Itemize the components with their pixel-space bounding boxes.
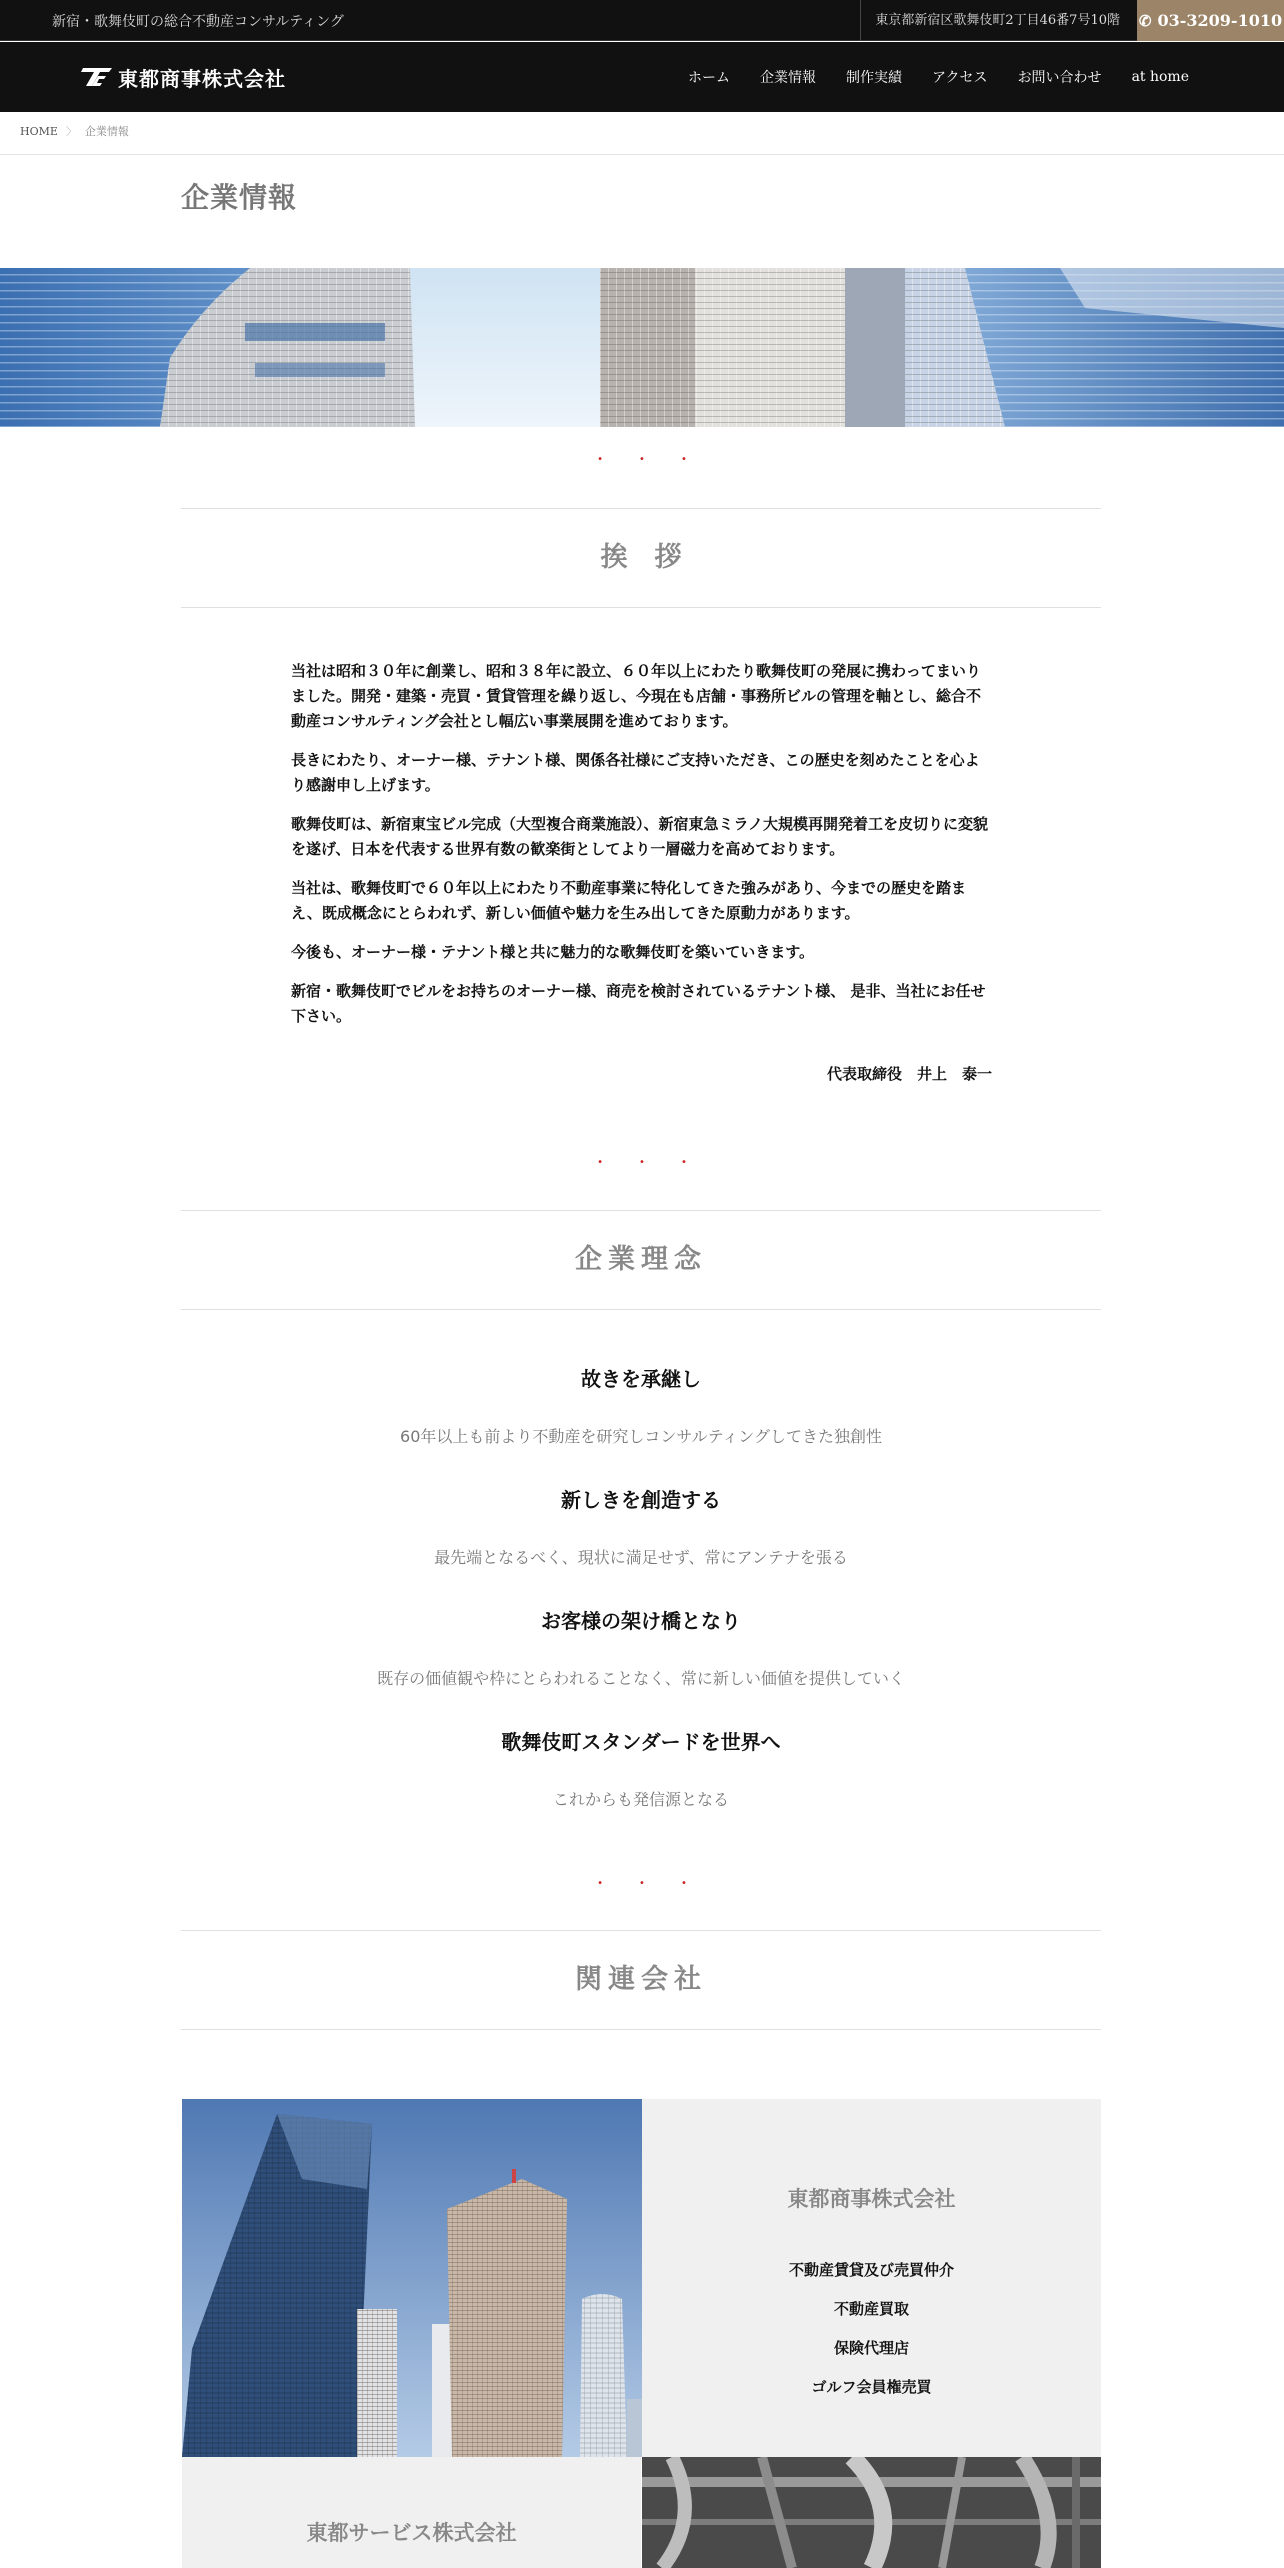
main-header bbox=[0, 42, 1284, 112]
logo-text: 東都商事株式会社 bbox=[118, 66, 286, 91]
nav-works[interactable]: 制作実績 bbox=[845, 70, 902, 86]
service-item: 保険代理店 bbox=[833, 2339, 909, 2357]
nav-contact[interactable]: お問い合わせ bbox=[1017, 70, 1102, 86]
company-address: 東京都新宿区歌舞伎町2丁目46番7号10階 bbox=[860, 0, 1134, 41]
company-photo bbox=[642, 2457, 1101, 2568]
nav-access[interactable]: アクセス bbox=[931, 70, 988, 86]
company-card bbox=[182, 2457, 641, 2568]
greeting-paragraph: 当社は、歌舞伎町で６０年以上にわたり不動産事業に特化してきた強みがあり、今までの歴史を踏まえ、既成概念にとらわれず、新しい価値や魅力を生み出してきた原動力があります。 bbox=[291, 879, 967, 922]
philosophy-item bbox=[181, 1605, 1101, 1689]
main-nav bbox=[658, 42, 1189, 112]
company-card bbox=[642, 2099, 1101, 2457]
chevron-right-icon: 〉 bbox=[65, 125, 77, 138]
company-name: 東都商事株式会社 bbox=[787, 2186, 956, 2211]
philosophy-title: 新しきを創造する bbox=[561, 1488, 721, 1512]
greeting-paragraph: 当社は昭和３０年に創業し、昭和３８年に設立、６０年以上にわたり歌舞伎町の発展に携わってまいりました。開発・建築・売買・賃貸管理を繰り返し、今現在も店舗・事務所ビルの管理を軸とし、総合不動産コンサルティング会社とし幅広い事業展開を進めております。 bbox=[291, 662, 982, 730]
philosophy-text: 最先端となるべく、現状に満足せず、常にアンテナを張る bbox=[434, 1548, 848, 1567]
nav-company[interactable]: 企業情報 bbox=[759, 70, 816, 86]
phone-button[interactable] bbox=[1137, 0, 1284, 41]
company-name: 東都サービス株式会社 bbox=[306, 2520, 517, 2545]
nav-home[interactable]: ホーム bbox=[687, 70, 730, 86]
breadcrumb bbox=[0, 113, 1284, 155]
greeting-paragraph: 長きにわたり、オーナー様、テナント様、関係各社様にご支持いただき、この歴史を刻めたことを心より感謝申し上げます。 bbox=[291, 751, 980, 794]
greeting-body bbox=[291, 659, 993, 1043]
phone-number: 03-3209-1010 bbox=[1157, 11, 1283, 30]
service-item: ゴルフ会員権売買 bbox=[811, 2378, 932, 2396]
philosophy-text: これからも発信源となる bbox=[552, 1790, 729, 1809]
section-divider-dots: ••• bbox=[597, 1878, 723, 1889]
company-services bbox=[642, 2251, 1101, 2407]
breadcrumb-home[interactable]: HOME bbox=[20, 125, 58, 138]
philosophy-title: お客様の架け橋となり bbox=[541, 1609, 741, 1633]
breadcrumb-current: 企業情報 bbox=[84, 125, 129, 138]
site-logo[interactable] bbox=[80, 62, 286, 92]
philosophy-title: 歌舞伎町スタンダードを世界へ bbox=[501, 1730, 781, 1754]
related-heading: 関連会社 bbox=[181, 1930, 1101, 2030]
philosophy-item bbox=[181, 1363, 1101, 1447]
section-divider-dots: ••• bbox=[597, 1157, 723, 1168]
philosophy-title: 故きを承継し bbox=[581, 1367, 701, 1391]
site-tagline: 新宿・歌舞伎町の総合不動産コンサルティング bbox=[52, 14, 344, 30]
philosophy-heading: 企業理念 bbox=[181, 1210, 1101, 1310]
philosophy-item bbox=[181, 1726, 1101, 1810]
hero-image bbox=[0, 268, 1284, 427]
greeting-signature: 代表取締役 井上 泰一 bbox=[826, 1065, 992, 1083]
company-photo bbox=[182, 2099, 642, 2457]
philosophy-item bbox=[181, 1484, 1101, 1568]
top-info-bar bbox=[0, 0, 1284, 41]
phone-icon: ✆ bbox=[1138, 12, 1152, 30]
philosophy-text: 60年以上も前より不動産を研究しコンサルティングしてきた独創性 bbox=[400, 1427, 882, 1446]
service-item: 不動産買取 bbox=[833, 2300, 909, 2318]
greeting-paragraph: 新宿・歌舞伎町でビルをお持ちのオーナー様、商売を検討されているテナント様、 是非、当社にお任せ下さい。 bbox=[291, 982, 986, 1025]
greeting-paragraph: 歌舞伎町は、新宿東宝ビル完成（大型複合商業施設）、新宿東急ミラノ大規模再開発着工を皮切りに変貌を遂げ、日本を代表する世界有数の歓楽街としてより一層磁力を高めております。 bbox=[291, 815, 989, 858]
philosophy-text: 既存の価値観や枠にとらわれることなく、常に新しい価値を提供していく bbox=[377, 1669, 905, 1688]
page-title: 企業情報 bbox=[181, 181, 298, 214]
section-divider-dots: ••• bbox=[597, 454, 723, 465]
nav-athome[interactable]: at home bbox=[1131, 69, 1189, 85]
greeting-paragraph: 今後も、オーナー様・テナント様と共に魅力的な歌舞伎町を築いていきます。 bbox=[291, 943, 815, 961]
logo-mark-icon bbox=[80, 66, 114, 88]
service-item: 不動産賃貸及び売買仲介 bbox=[788, 2261, 954, 2279]
greeting-heading: 挨 拶 bbox=[181, 508, 1101, 608]
